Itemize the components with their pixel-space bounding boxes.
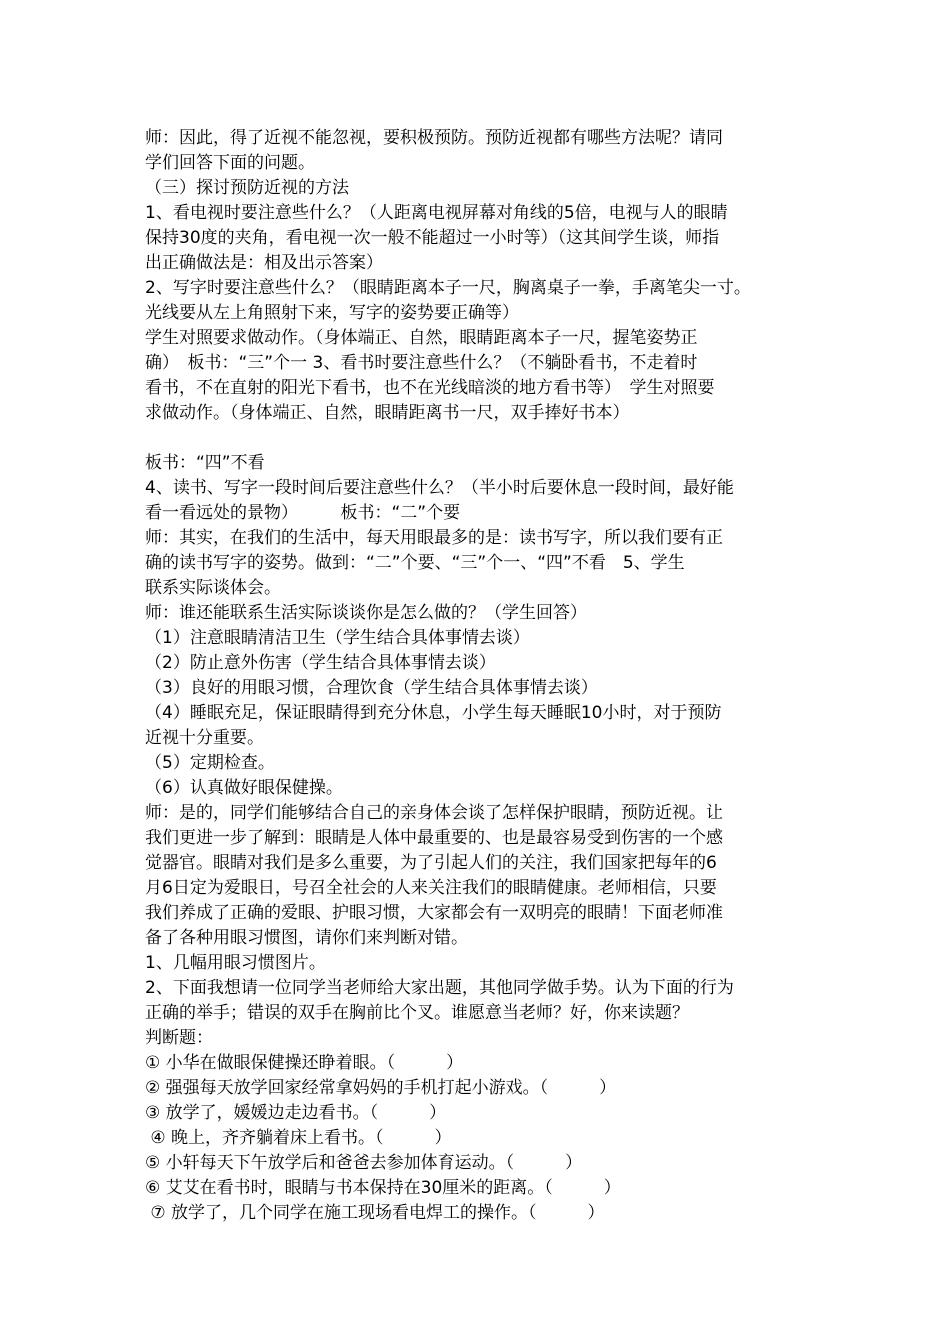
text-line: 1、看电视时要注意些什么？（人距离电视屏幕对角线的5倍，电视与人的眼睛 bbox=[145, 203, 728, 223]
text-line: 板书：“四”不看 bbox=[145, 453, 265, 473]
list-item: （3）良好的用眼习惯，合理饮食（学生结合具体事情去谈） bbox=[145, 678, 598, 698]
list-item: （2）防止意外伤害（学生结合具体事情去谈） bbox=[145, 653, 496, 673]
quiz-item: ⑦ 放学了，几个同学在施工现场看电焊工的操作。（ ） bbox=[145, 1203, 605, 1223]
text-line: 备了各种用眼习惯图，请你们来判断对错。 bbox=[145, 928, 468, 948]
text-line: 月6日定为爱眼日，号召全社会的人来关注我们的眼睛健康。老师相信，只要 bbox=[145, 878, 717, 898]
text-line: 觉器官。眼睛对我们是多么重要，为了引起人们的关注，我们国家把每年的6 bbox=[145, 853, 717, 873]
quiz-item: ③ 放学了，媛媛边走边看书。（ ） bbox=[145, 1103, 447, 1123]
text-line: 判断题： bbox=[145, 1028, 213, 1048]
text-line: 学们回答下面的问题。 bbox=[145, 153, 315, 173]
text-line: 4、读书、写字一段时间后要注意些什么？（半小时后要休息一段时间，最好能 bbox=[145, 478, 734, 498]
text-line: 确） 板书：“三”个一 3、看书时要注意些什么？（不躺卧看书，不走着时 bbox=[145, 353, 698, 373]
quiz-item: ⑥ 艾艾在看书时，眼睛与书本保持在30厘米的距离。（ ） bbox=[145, 1178, 621, 1198]
text-line: 确的读书写字的姿势。做到：“二”个要、“三”个一、“四”不看 5、学生 bbox=[145, 553, 685, 573]
list-item: （5）定期检查。 bbox=[145, 753, 275, 773]
text-line: 师：是的，同学们能够结合自己的亲身体会谈了怎样保护眼睛，预防近视。让 bbox=[145, 803, 723, 823]
quiz-item: ④ 晚上，齐齐躺着床上看书。（ ） bbox=[145, 1128, 452, 1148]
text-line: 我们更进一步了解到：眼睛是人体中最重要的、也是最容易受到伤害的一个感 bbox=[145, 828, 723, 848]
text-line: 出正确做法是：相及出示答案） bbox=[145, 253, 383, 273]
text-line: 联系实际谈体会。 bbox=[145, 578, 281, 598]
list-item: （6）认真做好眼保健操。 bbox=[145, 778, 343, 798]
list-item: （4）睡眠充足，保证眼睛得到充分休息，小学生每天睡眠10小时，对于预防 bbox=[145, 703, 722, 723]
text-line: 1、几幅用眼习惯图片。 bbox=[145, 953, 326, 973]
text-line: 2、下面我想请一位同学当老师给大家出题，其他同学做手势。认为下面的行为 bbox=[145, 978, 734, 998]
quiz-item: ① 小华在做眼保健操还睁着眼。（ ） bbox=[145, 1053, 464, 1073]
text-line: 光线要从左上角照射下来，写字的姿势要正确等） bbox=[145, 303, 519, 323]
text-line: 我们养成了正确的爱眼、护眼习惯，大家都会有一双明亮的眼睛！下面老师准 bbox=[145, 903, 723, 923]
text-line: 看书，不在直射的阳光下看书，也不在光线暗淡的地方看书等） 学生对照要 bbox=[145, 378, 715, 398]
text-line: 保持30度的夹角，看电视一次一般不能超过一小时等）（这其间学生谈，师指 bbox=[145, 228, 720, 248]
section-heading: （三）探讨预防近视的方法 bbox=[145, 178, 349, 198]
text-line: 学生对照要求做动作。（身体端正、自然，眼睛距离本子一尺，握笔姿势正 bbox=[145, 328, 698, 348]
text-line: 求做动作。（身体端正、自然，眼睛距离书一尺，双手捧好书本） bbox=[145, 403, 630, 423]
text-line: 2、写字时要注意些什么？（眼睛距离本子一尺，胸离桌子一拳，手离笔尖一寸。 bbox=[145, 278, 751, 298]
text-line: 师：因此，得了近视不能忽视，要积极预防。预防近视都有哪些方法呢？请同 bbox=[145, 128, 723, 148]
text-line: 看一看远处的景物） 板书：“二”个要 bbox=[145, 503, 461, 523]
text-line: 正确的举手；错误的双手在胸前比个叉。谁愿意当老师？好，你来读题？ bbox=[145, 1003, 689, 1023]
quiz-item: ⑤ 小轩每天下午放学后和爸爸去参加体育运动。（ ） bbox=[145, 1153, 583, 1173]
text-line: 师：其实，在我们的生活中，每天用眼最多的是：读书写字，所以我们要有正 bbox=[145, 528, 723, 548]
quiz-item: ② 强强每天放学回家经常拿妈妈的手机打起小游戏。（ ） bbox=[145, 1078, 617, 1098]
list-item: （1）注意眼睛清洁卫生（学生结合具体事情去谈） bbox=[145, 628, 530, 648]
text-line: 近视十分重要。 bbox=[145, 728, 264, 748]
text-line: 师：谁还能联系生活实际谈谈你是怎么做的？（学生回答） bbox=[145, 603, 587, 623]
